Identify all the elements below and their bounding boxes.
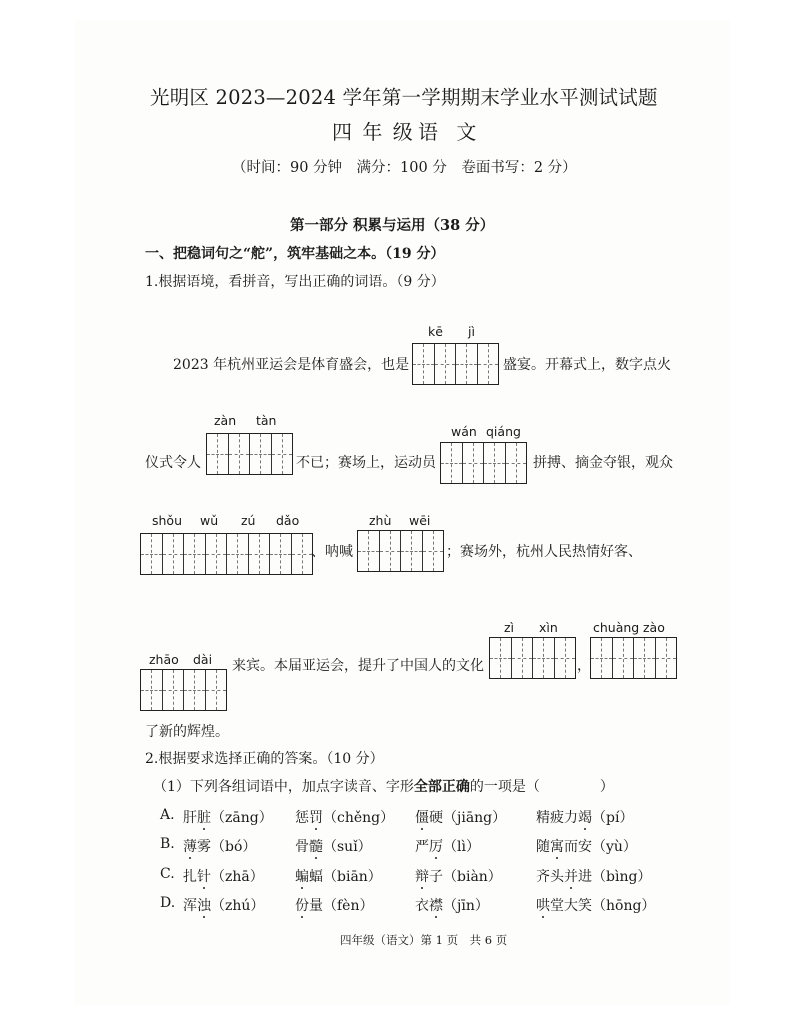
passage-line3a: 、呐喊 bbox=[311, 544, 353, 560]
option-b-word4: 随寓而安（yù） bbox=[536, 839, 637, 855]
section1-heading: 一、把稳词句之“舵”，筑牢基础之本。（19 分） bbox=[145, 246, 445, 262]
question-2: 2.根据要求选择正确的答案。（10 分） bbox=[145, 751, 384, 767]
option-c-word4: 齐头并进（bìng） bbox=[536, 869, 652, 885]
answer-grid-keji[interactable] bbox=[412, 343, 499, 385]
passage-line4b: ， bbox=[577, 658, 591, 674]
pinyin-zhu: zhù bbox=[369, 513, 392, 528]
pinyin-zao: zào bbox=[643, 620, 665, 635]
pinyin-wu: wǔ bbox=[200, 513, 219, 528]
pinyin-chuang: chuàng bbox=[593, 620, 640, 635]
pinyin-dao: dǎo bbox=[276, 513, 300, 528]
exam-info: （时间：90 分钟 满分：100 分 卷面书写：2 分） bbox=[232, 160, 577, 176]
pinyin-xin: xìn bbox=[539, 620, 558, 635]
passage-line1b: 盛宴。开幕式上，数字点火 bbox=[503, 357, 671, 373]
option-c-word1: 扎针（zhā） bbox=[183, 869, 264, 885]
pinyin-qiang: qiáng bbox=[486, 424, 521, 439]
pinyin-wan: wán bbox=[451, 424, 477, 439]
option-a-word3: 僵硬（jiāng） bbox=[415, 810, 507, 826]
pinyin-zi: zì bbox=[504, 620, 515, 635]
option-c-label[interactable]: C. bbox=[160, 866, 175, 882]
option-a-word2: 惩罚（chěng） bbox=[295, 810, 395, 826]
subject-label: 语 文 bbox=[418, 120, 483, 144]
answer-grid-zhaodai[interactable] bbox=[140, 669, 227, 711]
exam-title: 光明区 2023—2024 学年第一学期期末学业水平测试试题 bbox=[150, 86, 658, 109]
pinyin-dai: dài bbox=[193, 652, 213, 667]
passage-line1a: 2023 年杭州亚运会是体育盛会，也是 bbox=[173, 357, 410, 373]
option-b-word1: 薄雾（bó） bbox=[183, 839, 257, 855]
pinyin-zan: zàn bbox=[214, 413, 237, 428]
option-d-word4: 哄堂大笑（hōng） bbox=[536, 898, 656, 914]
passage-line2a: 仪式令人 bbox=[145, 455, 201, 471]
pinyin-tan: tàn bbox=[256, 413, 277, 428]
option-c-word3: 辩子（biàn） bbox=[415, 869, 502, 885]
pinyin-ke: kē bbox=[428, 324, 443, 339]
answer-grid-chuangzao[interactable] bbox=[590, 637, 677, 679]
pinyin-shou: shǒu bbox=[152, 513, 183, 528]
option-d-label[interactable]: D. bbox=[160, 895, 176, 911]
pinyin-zu: zú bbox=[241, 513, 256, 528]
passage-line3b: ；赛场外，杭州人民热情好客、 bbox=[446, 544, 642, 560]
option-a-word4: 精疲力竭（pí） bbox=[536, 810, 634, 826]
option-d-word3: 衣襟（jīn） bbox=[415, 898, 489, 914]
part1-heading: 第一部分 积累与运用（38 分） bbox=[290, 217, 495, 234]
passage-line2c: 拼搏、摘金夺银，观众 bbox=[533, 455, 673, 471]
option-b-label[interactable]: B. bbox=[160, 836, 175, 852]
option-a-label[interactable]: A. bbox=[160, 807, 175, 823]
passage-line5: 了新的辉煌。 bbox=[145, 724, 229, 740]
option-a-word1: 肝脏（zāng） bbox=[183, 810, 273, 826]
passage-line2b: 不已；赛场上，运动员 bbox=[296, 455, 436, 471]
option-c-word2: 蝙蝠（biān） bbox=[295, 869, 382, 885]
answer-grid-zixin[interactable] bbox=[489, 637, 576, 679]
page-footer: 四年级（语文）第 1 页 共 6 页 bbox=[340, 933, 508, 947]
pinyin-ji: jì bbox=[468, 324, 475, 339]
option-d-word1: 浑浊（zhú） bbox=[183, 898, 265, 914]
question-2-1: （1）下列各组词语中，加点字读音、字形全部正确的一项是（ ） bbox=[153, 779, 614, 795]
answer-grid-zantan[interactable] bbox=[206, 433, 293, 475]
option-b-word3: 严厉（lì） bbox=[415, 839, 480, 855]
answer-grid-zhuwei[interactable] bbox=[357, 530, 444, 572]
option-d-word2: 份量（fèn） bbox=[295, 898, 374, 914]
grade-label: 四 年 级 bbox=[332, 120, 415, 144]
passage-line4a: 来宾。本届亚运会，提升了中国人的文化 bbox=[232, 658, 484, 674]
pinyin-wei: wēi bbox=[409, 513, 431, 528]
option-b-word2: 骨髓（suǐ） bbox=[295, 839, 372, 855]
pinyin-zhao: zhāo bbox=[149, 652, 179, 667]
answer-grid-shouwuzudao[interactable] bbox=[140, 533, 313, 575]
question-1: 1.根据语境，看拼音，写出正确的词语。（9 分） bbox=[145, 274, 445, 290]
answer-grid-wanqiang[interactable] bbox=[440, 442, 527, 484]
